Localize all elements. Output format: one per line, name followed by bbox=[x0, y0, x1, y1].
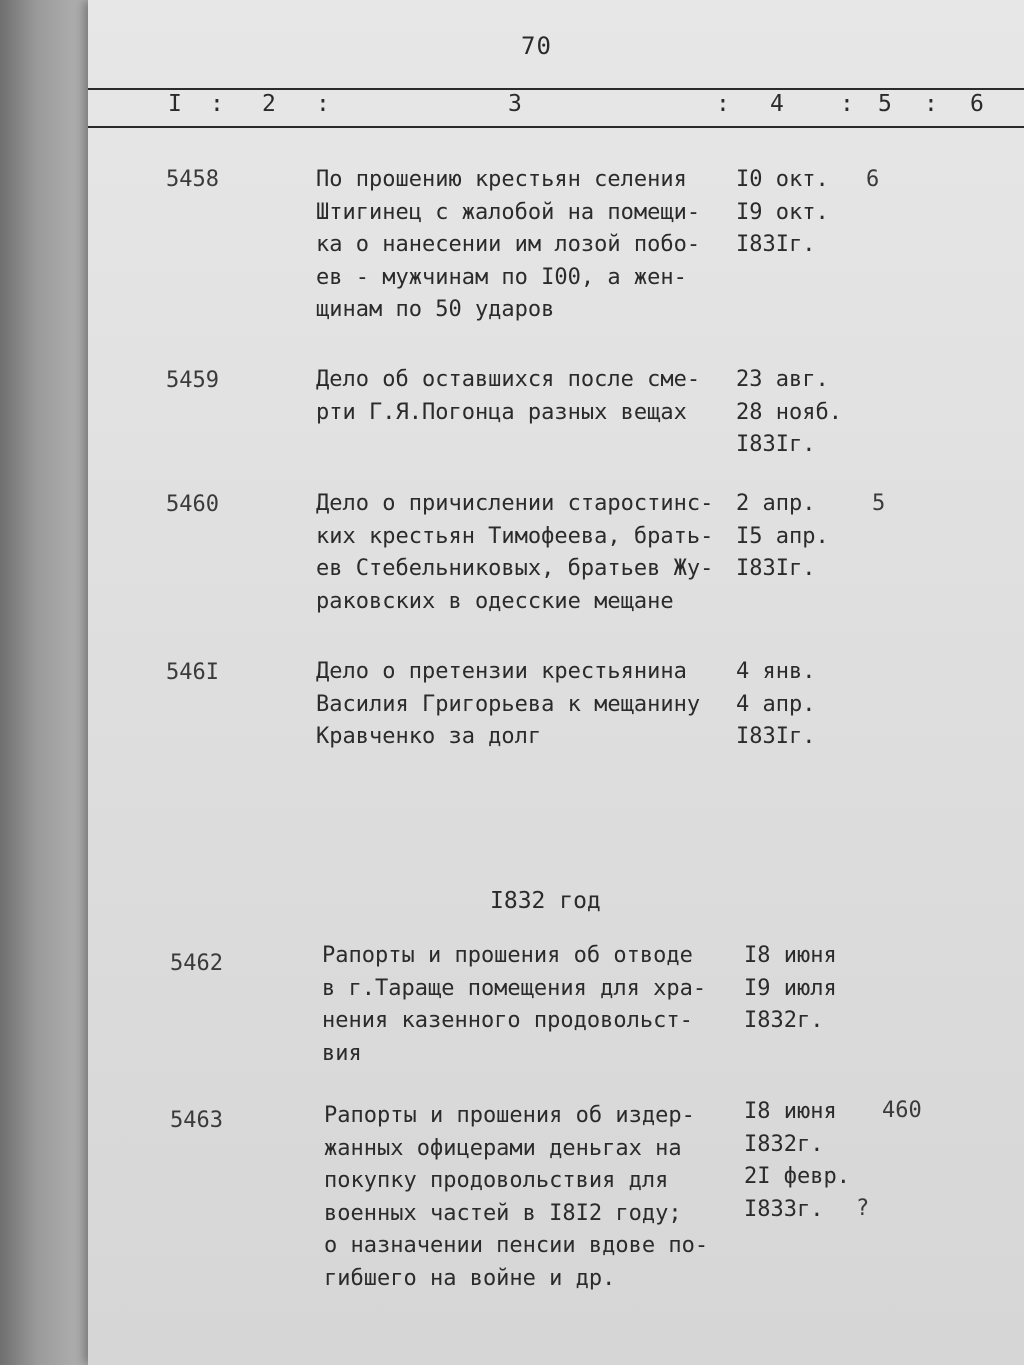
description-line: вия bbox=[322, 1040, 362, 1066]
entry-number: 5458 bbox=[166, 167, 219, 192]
date-line: I8 июня bbox=[744, 1099, 837, 1124]
column-separator: : bbox=[716, 91, 730, 117]
description-line: покупку продовольствия для bbox=[324, 1168, 669, 1193]
description-line: Кравченко за долг bbox=[316, 724, 542, 749]
description-line: Дело о претензии крестьянина bbox=[316, 659, 687, 684]
header-rule-bottom bbox=[88, 126, 1024, 128]
date-line: 4 апр. bbox=[736, 691, 816, 717]
entry-dates bbox=[744, 940, 884, 1038]
entry-description bbox=[322, 940, 742, 1070]
description-line: раковских в одесские мещане bbox=[316, 588, 674, 614]
entry-description bbox=[324, 1100, 744, 1295]
column-header-2: 2 bbox=[262, 91, 276, 117]
year-heading: I832 год bbox=[490, 888, 601, 914]
date-line: I833г. bbox=[744, 1196, 824, 1222]
entry-description bbox=[316, 364, 736, 429]
date-line: I5 апр. bbox=[736, 523, 829, 549]
column-header-4: 4 bbox=[770, 91, 784, 117]
sheet-count: 460 bbox=[882, 1098, 922, 1123]
entry-number: 5462 bbox=[170, 951, 223, 976]
header-rule-top bbox=[88, 88, 1024, 90]
date-line: 4 янв. bbox=[736, 659, 816, 684]
description-line: Рапорты и прошения об издер- bbox=[324, 1103, 695, 1128]
description-line: жанных офицерами деньгах на bbox=[324, 1135, 682, 1161]
document-page bbox=[88, 0, 1024, 1365]
entry-dates bbox=[736, 164, 876, 262]
handwritten-annotation: ? bbox=[856, 1196, 870, 1221]
column-header-1: I bbox=[168, 91, 182, 117]
description-line: рти Г.Я.Погонца разных вещах bbox=[316, 399, 687, 425]
description-line: ких крестьян Тимофеева, брать- bbox=[316, 523, 714, 549]
description-line: ев - мужчинам по I00, а жен- bbox=[316, 264, 687, 290]
entry-number: 546I bbox=[166, 660, 219, 685]
date-line: I0 окт. bbox=[736, 167, 829, 192]
date-line: I83Iг. bbox=[736, 432, 816, 457]
description-line: ев Стебельниковых, братьев Жу- bbox=[316, 556, 714, 581]
column-header-6: 6 bbox=[970, 91, 984, 117]
entry-number: 5459 bbox=[166, 368, 219, 393]
date-line: 2I февр. bbox=[744, 1164, 850, 1189]
column-header-5: 5 bbox=[878, 91, 892, 117]
entry-description bbox=[316, 656, 736, 754]
sheet-count: 6 bbox=[866, 167, 880, 192]
column-header-3: 3 bbox=[508, 91, 522, 117]
date-line: I83Iг. bbox=[736, 724, 816, 749]
entry-number: 5463 bbox=[170, 1108, 223, 1133]
column-separator: : bbox=[316, 91, 330, 117]
date-line: I83Iг. bbox=[736, 232, 816, 257]
date-line: I832г. bbox=[744, 1008, 824, 1033]
entry-dates bbox=[736, 364, 876, 462]
description-line: Дело о причислении старостинс- bbox=[316, 491, 714, 516]
date-line: I9 окт. bbox=[736, 199, 829, 225]
entry-dates bbox=[736, 656, 876, 754]
description-line: Штигинец с жалобой на помещи- bbox=[316, 199, 701, 225]
column-separator: : bbox=[924, 91, 938, 117]
description-line: Дело об оставшихся после сме- bbox=[316, 367, 701, 392]
entry-description bbox=[316, 488, 736, 618]
column-separator: : bbox=[210, 91, 224, 117]
date-line: I832г. bbox=[744, 1131, 824, 1157]
description-line: нения казенного продовольст- bbox=[322, 1008, 693, 1033]
entry-description bbox=[316, 164, 736, 327]
date-line: 23 авг. bbox=[736, 367, 829, 392]
date-line: I9 июля bbox=[744, 975, 837, 1001]
description-line: военных частей в I8I2 году; bbox=[324, 1200, 682, 1226]
description-line: По прошению крестьян селения bbox=[316, 167, 687, 192]
entry-number: 5460 bbox=[166, 492, 219, 517]
description-line: о назначении пенсии вдове по- bbox=[324, 1233, 709, 1258]
description-line: в г.Тараще помещения для хра- bbox=[322, 975, 707, 1001]
description-line: гибшего на войне и др. bbox=[324, 1265, 616, 1291]
description-line: щинам по 50 ударов bbox=[316, 297, 555, 322]
date-line: I8 июня bbox=[744, 943, 837, 968]
description-line: Рапорты и прошения об отводе bbox=[322, 943, 693, 968]
entry-dates bbox=[736, 488, 876, 586]
date-line: I83Iг. bbox=[736, 556, 816, 581]
binding-edge bbox=[0, 0, 92, 1365]
description-line: Василия Григорьева к мещанину bbox=[316, 691, 701, 717]
description-line: ка о нанесении им лозой побо- bbox=[316, 232, 701, 257]
page-number: 70 bbox=[521, 32, 552, 60]
date-line: 2 апр. bbox=[736, 491, 816, 516]
sheet-count: 5 bbox=[872, 491, 886, 516]
date-line: 28 нояб. bbox=[736, 399, 842, 425]
column-separator: : bbox=[840, 91, 854, 117]
